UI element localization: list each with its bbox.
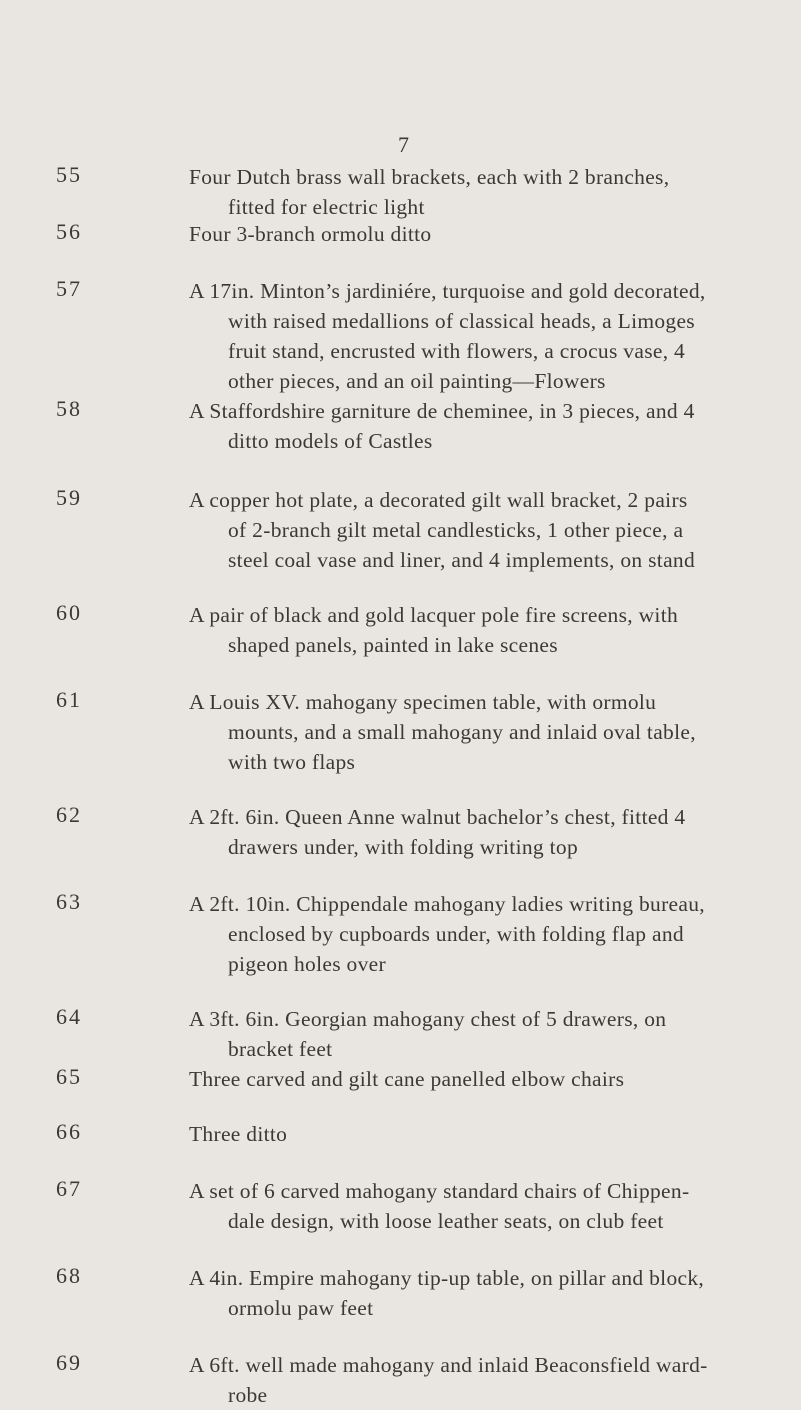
lot-description-line: A Staffordshire garniture de cheminee, in 3 pieces, and 4 [189,399,695,423]
lot-description-line: A 3ft. 6in. Georgian mahogany chest of 5 drawers, on [189,1007,667,1031]
lot-description-line: enclosed by cupboards under, with folding flap and [228,922,684,946]
lot-description [189,396,779,456]
lot-number: 57 [56,276,82,301]
lot-description-line: drawers under, with folding writing top [228,835,578,859]
lot-description-line: with raised medallions of classical heads, a Limoges [228,309,695,333]
lot-number: 62 [56,802,82,827]
lot-number: 64 [56,1004,82,1029]
lot-description-line: Four 3-branch ormolu ditto [189,222,432,246]
lot-description-line: other pieces, and an oil painting—Flowers [228,369,606,393]
lot-number: 65 [56,1064,82,1089]
lot-description-line: ditto models of Castles [228,429,433,453]
lot-description-line: mounts, and a small mahogany and inlaid oval table, [228,720,696,744]
lot-description-line: pigeon holes over [228,952,386,976]
lot-description-line: Three ditto [189,1122,288,1146]
lot-description-line: steel coal vase and liner, and 4 implements, on stand [228,548,696,572]
lot-description [189,1263,779,1323]
lot-description [189,219,779,249]
page-number: 7 [398,132,410,157]
lot-description-line: A 2ft. 6in. Queen Anne walnut bachelor’s chest, fitted 4 [189,805,686,829]
lot-description-line: Three carved and gilt cane panelled elbow chairs [189,1067,625,1091]
lot-number: 67 [56,1176,82,1201]
lot-description [189,1176,779,1236]
lot-description [189,1350,779,1410]
lot-description-line: shaped panels, painted in lake scenes [228,633,558,657]
lot-description-line: A Louis XV. mahogany specimen table, with ormolu [189,690,657,714]
lot-number: 66 [56,1119,82,1144]
lot-description [189,600,779,660]
lot-description [189,162,779,222]
lot-description-line: A set of 6 carved mahogany standard chairs of Chippen- [189,1179,690,1203]
lot-number: 58 [56,396,82,421]
lot-description-line: dale design, with loose leather seats, on club feet [228,1209,664,1233]
lot-number: 56 [56,219,82,244]
lot-description-line: A 17in. Minton’s jardiniére, turquoise and gold decorated, [189,279,706,303]
lot-description [189,1004,779,1064]
lot-number: 69 [56,1350,82,1375]
lot-description-line: of 2-branch gilt metal candlesticks, 1 other piece, a [228,518,684,542]
lot-number: 68 [56,1263,82,1288]
lot-description [189,485,779,575]
lot-description-line: Four Dutch brass wall brackets, each with 2 branches, [189,165,670,189]
lot-description-line: A 4in. Empire mahogany tip-up table, on pillar and block, [189,1266,705,1290]
lot-description-line: fitted for electric light [228,195,425,219]
lot-description-line: fruit stand, encrusted with flowers, a crocus vase, 4 [228,339,686,363]
lot-number: 63 [56,889,82,914]
lot-description-line: A pair of black and gold lacquer pole fire screens, with [189,603,679,627]
lot-number: 61 [56,687,82,712]
lot-description [189,1064,779,1094]
lot-description-line: with two flaps [228,750,356,774]
lot-description-line: robe [228,1383,268,1407]
lot-description [189,687,779,777]
lot-description [189,889,779,979]
lot-description [189,802,779,862]
lot-description [189,276,779,396]
lot-description-line: ormolu paw feet [228,1296,374,1320]
lot-description-line: A 2ft. 10in. Chippendale mahogany ladies writing bureau, [189,892,705,916]
lot-description-line: bracket feet [228,1037,333,1061]
lot-number: 60 [56,600,82,625]
lot-description-line: A 6ft. well made mahogany and inlaid Beaconsfield ward- [189,1353,708,1377]
lot-number: 55 [56,162,82,187]
lot-number: 59 [56,485,82,510]
lot-description-line: A copper hot plate, a decorated gilt wall bracket, 2 pairs [189,488,688,512]
lot-description [189,1119,779,1149]
